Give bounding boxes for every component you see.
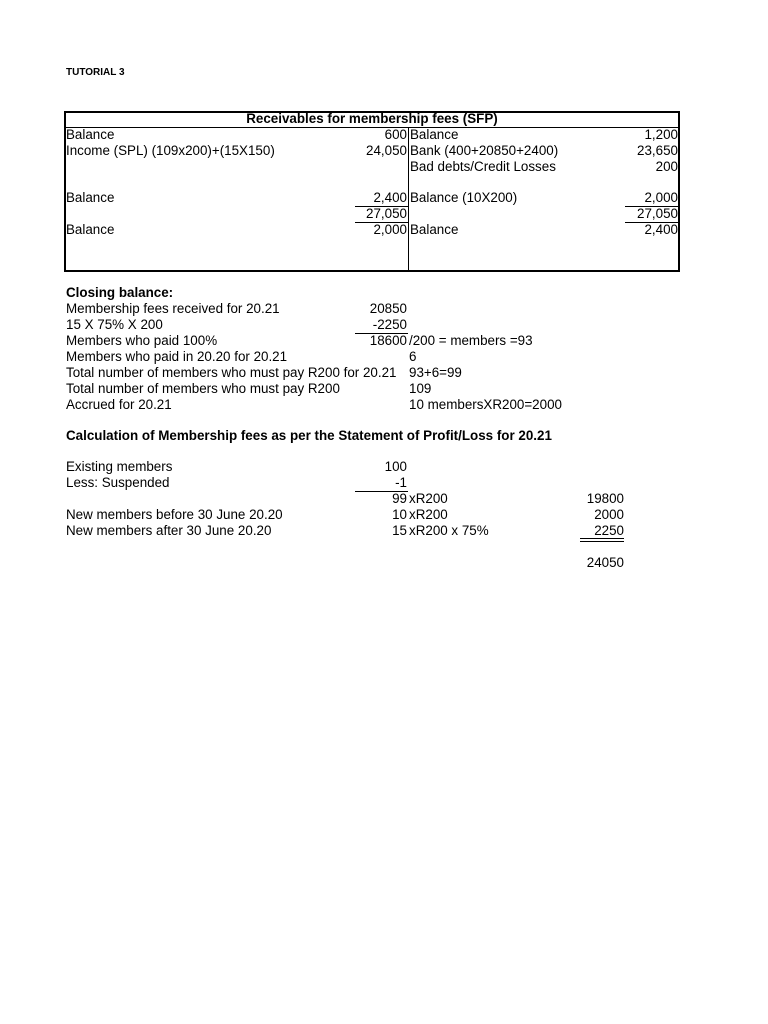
- calc-heading: Calculation of Membership fees as per the Statement of Profit/Loss for 20.21: [66, 428, 552, 443]
- closing-note: 10 membersXR200=2000: [409, 397, 562, 412]
- calc-label: New members after 30 June 20.20: [66, 523, 272, 538]
- closing-note: 6: [409, 349, 417, 364]
- closing-value: 18600: [369, 333, 407, 348]
- ledger-credit-amount: 2,000: [644, 190, 678, 205]
- ledger-debit-label: Balance: [66, 190, 115, 205]
- closing-label: Members who paid 100%: [66, 333, 218, 348]
- calc-total: 2000: [594, 507, 624, 522]
- ledger-title: Receivables for membership fees (SFP): [246, 111, 498, 126]
- ledger-debit-label: Balance: [66, 127, 115, 142]
- ledger-credit-label: Bank (400+20850+2400): [410, 143, 559, 158]
- closing-label: Members who paid in 20.20 for 20.21: [66, 349, 288, 364]
- calc-total-double-rule: [580, 538, 624, 542]
- ledger-credit-total: 27,050: [637, 206, 678, 221]
- calc-rate: xR200: [409, 491, 448, 506]
- closing-value: 20850: [369, 301, 407, 316]
- ledger-debit-label: Income (SPL) (109x200)+(15X150): [66, 143, 275, 158]
- calc-total: 19800: [586, 491, 624, 506]
- closing-label: 15 X 75% X 200: [66, 317, 163, 332]
- ledger-debit-amount: 2,400: [373, 190, 407, 205]
- ledger-credit-amount: 23,650: [637, 143, 678, 158]
- ledger-center-divider: [408, 127, 409, 272]
- ledger-credit-amount: 1,200: [644, 127, 678, 142]
- calc-rate: xR200 x 75%: [409, 523, 489, 538]
- calc-count: 10: [392, 507, 407, 522]
- ledger-credit-label: Balance (10X200): [410, 190, 518, 205]
- ledger-credit-label: Balance: [410, 222, 459, 237]
- closing-label: Total number of members who must pay R200: [66, 381, 340, 396]
- calc-label: Less: Suspended: [66, 475, 170, 490]
- ledger-debit-amount: 24,050: [366, 143, 407, 158]
- ledger-debit-amount: 2,000: [373, 222, 407, 237]
- ledger-debit-total: 27,050: [366, 206, 407, 221]
- closing-heading: Closing balance:: [66, 285, 174, 300]
- calc-grand-total: 24050: [586, 555, 624, 570]
- calc-count: 15: [392, 523, 407, 538]
- closing-label: Total number of members who must pay R200 for 20.21: [66, 365, 397, 380]
- ledger-credit-label: Bad debts/Credit Losses: [410, 159, 556, 174]
- ledger-debit-label: Balance: [66, 222, 115, 237]
- ledger-credit-amount: 200: [655, 159, 678, 174]
- closing-label: Accrued for 20.21: [66, 397, 172, 412]
- closing-note: 109: [409, 381, 432, 396]
- calc-count: 100: [384, 459, 407, 474]
- calc-rate: xR200: [409, 507, 448, 522]
- calc-count: -1: [395, 475, 407, 490]
- calc-label: New members before 30 June 20.20: [66, 507, 283, 522]
- tutorial-label: TUTORIAL 3: [66, 67, 125, 78]
- closing-note: 93+6=99: [409, 365, 462, 380]
- closing-label: Membership fees received for 20.21: [66, 301, 280, 316]
- ledger-credit-amount: 2,400: [644, 222, 678, 237]
- ledger-debit-amount: 600: [384, 127, 407, 142]
- closing-value: -2250: [372, 317, 407, 332]
- calc-total: 2250: [594, 523, 624, 538]
- ledger-credit-label: Balance: [410, 127, 459, 142]
- calc-count: 99: [392, 491, 407, 506]
- closing-note: /200 = members =93: [409, 333, 533, 348]
- calc-label: Existing members: [66, 459, 173, 474]
